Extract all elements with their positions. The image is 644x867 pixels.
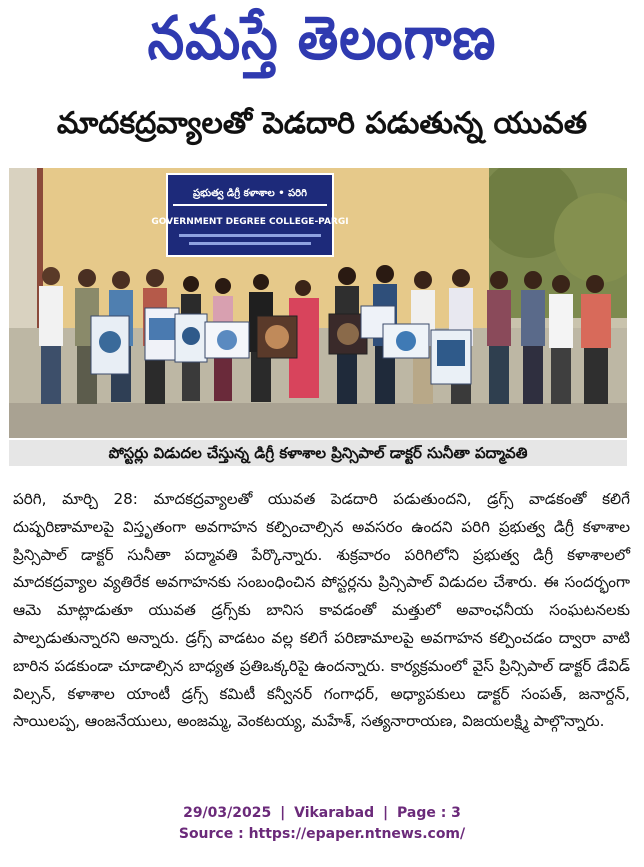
footer-meta-line xyxy=(0,803,644,824)
footer-page: Page : 3 xyxy=(396,805,461,821)
footer-edition: Vikarabad xyxy=(294,805,375,821)
newspaper-masthead xyxy=(0,0,644,92)
footer-date: 29/03/2025 xyxy=(183,805,272,821)
footer-separator: | xyxy=(280,805,286,821)
page-footer xyxy=(0,803,644,845)
sign-english-title: GOVERNMENT DEGREE COLLEGE-PARGI xyxy=(151,217,349,227)
footer-source: Source : https://epaper.ntnews.com/ xyxy=(178,826,466,842)
sign-telugu-title: ప్రభుత్వ డిగ్రీ కళాశాల • పరిగి xyxy=(193,188,307,199)
footer-separator: | xyxy=(382,805,389,821)
article-photo xyxy=(9,168,627,438)
group-photo-illustration xyxy=(9,168,627,438)
article-body: పరిగి, మార్చి 28: మాదకద్రవ్యాలతో యువత పెడదారి పడుతుందని, డ్రగ్స్ వాడకంతో కలిగే దుష్పరిణామాలపై విస్తృతంగా అవగాహన కల్పించాల్సిన అవసరం ఉందని పరిగి ప్రభుత్వ డిగ్రీ కళాశాల ప్రిన్సిపాల్ డాక్టర్ సునీతా పద్మావతి పేర్కొన్నారు. శుక్రవారం పరిగిలోని ప్రభుత్వ డిగ్రీ కళాశాలలో మాదకద్రవ్యాల వ్యతిరేక అవగాహనకు సంబంధించిన పోస్టర్లను ప్రిన్సిపాల్ విడుదల చేశారు. ఈ సందర్భంగా ఆమె మాట్లాడుతూ యువత డ్రగ్స్‌కు బానిస కావడంతో మత్తులో అవాంఛనీయ సంఘటనలకు పాల్పడుతున్నారని అన్నారు. డ్రగ్స్ వాడటం వల్ల కలిగే పరిణామాలపై అవగాహన కల్పించడం ద్వారా వాటి బారిన పడకుండా చూడాల్సిన బాధ్యత ప్రతిఒక్కరిపై ఉందన్నారు. కార్యక్రమంలో వైస్ ప్రిన్సిపాల్ డాక్టర్ డేవిడ్ విల్సన్, కళాశాల యాంటీ డ్రగ్స్ కమిటీ కన్వీనర్ గంగాధర్, అధ్యాపకులు డాక్టర్ సంపత్, జనార్దన్, సాయిలప్ప, ఆంజనేయులు, అంజమ్మ, వెంకటయ్య, మహేశ్, సత్యనారాయణ, విజయలక్ష్మి పాల్గొన్నారు. xyxy=(13,490,630,731)
masthead-title: నమస్తే తెలంగాణ xyxy=(147,4,497,74)
article-headline: మాదకద్రవ్యాలతో పెడదారి పడుతున్న యువత xyxy=(56,106,588,141)
photo-caption: పోస్టర్లు విడుదల చేస్తున్న డిగ్రీ కళాశాల ప్రిన్సిపాల్ డాక్టర్ సునీతా పద్మావతి xyxy=(9,440,627,466)
